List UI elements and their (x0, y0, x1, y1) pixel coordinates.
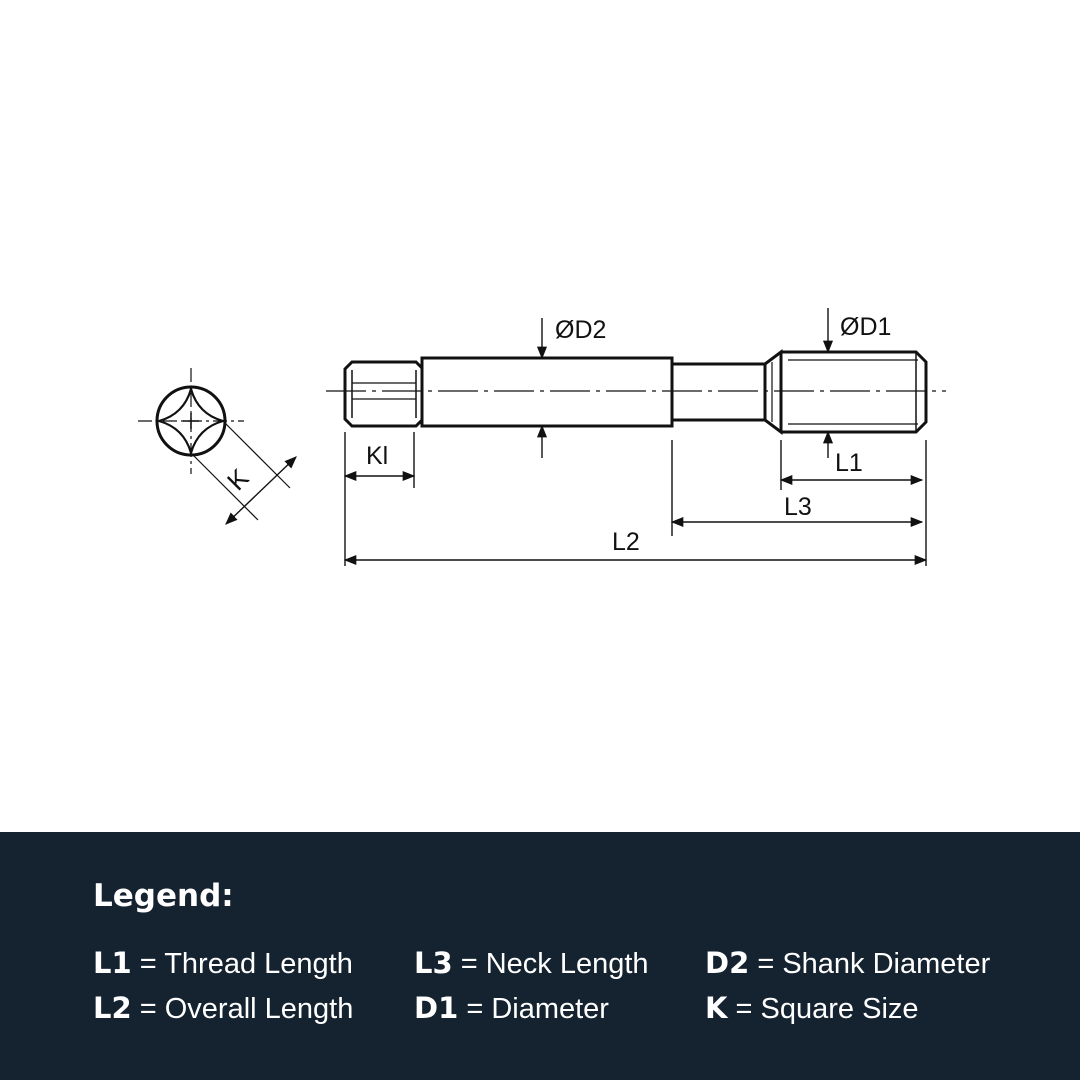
d1-label: ØD1 (840, 313, 892, 341)
legend-text: = Diameter (466, 993, 609, 1025)
end-view-square (138, 368, 296, 524)
legend-code: D1 (414, 991, 459, 1025)
legend-item-d1 (414, 991, 609, 1026)
legend-item-l3 (414, 946, 649, 981)
legend-text: = Thread Length (139, 948, 353, 980)
legend-text: = Neck Length (460, 948, 649, 980)
legend-text: = Overall Length (139, 993, 354, 1025)
legend-panel (0, 832, 1080, 1080)
legend-code: L3 (414, 946, 453, 980)
legend-text: = Shank Diameter (757, 948, 991, 980)
l2-label: L2 (612, 528, 640, 556)
legend-code: D2 (705, 946, 750, 980)
legend-text: = Square Size (735, 993, 919, 1025)
d2-label: ØD2 (555, 316, 607, 344)
legend-item-k (705, 991, 919, 1026)
legend-code: L2 (93, 991, 132, 1025)
legend-item-l1 (93, 946, 353, 981)
legend-code: K (705, 991, 728, 1025)
kl-label: Kl (366, 442, 389, 470)
legend-code: L1 (93, 946, 132, 980)
l1-label: L1 (835, 449, 863, 477)
legend-title: Legend: (93, 878, 234, 914)
k-label: K (221, 462, 255, 497)
tap-body (326, 352, 946, 432)
legend-item-l2 (93, 991, 353, 1026)
l3-label: L3 (784, 493, 812, 521)
legend-item-d2 (705, 946, 990, 981)
